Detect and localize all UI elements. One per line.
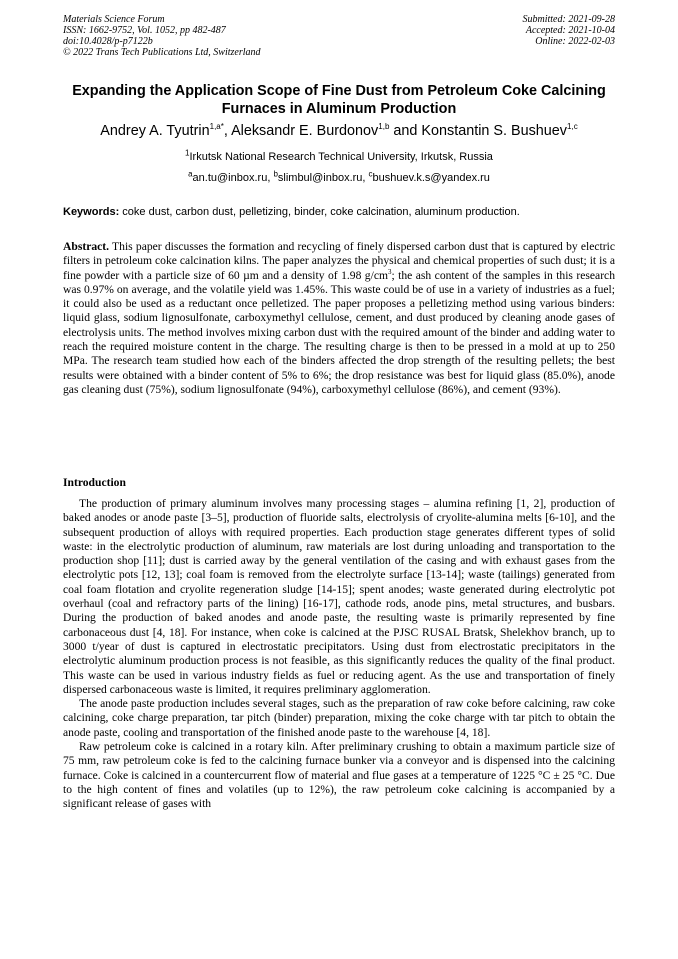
author-name: Andrey A. Tyutrin <box>100 123 210 139</box>
keywords-label: Keywords: <box>63 206 120 218</box>
author-separator: , <box>223 123 232 139</box>
email-mark: a <box>188 169 193 179</box>
submitted-date: Submitted: 2021-09-28 <box>522 14 615 25</box>
journal-name: Materials Science Forum <box>63 14 165 25</box>
issn: ISSN: 1662-9752, Vol. 1052, pp 482-487 <box>63 25 226 36</box>
keywords <box>63 205 615 219</box>
email-address[interactable]: bushuev.k.s@yandex.ru <box>372 172 490 184</box>
abstract-text: This paper discusses the formation and recycling of finely dispersed carbon dust that is captured by electric filters in petroleum coke calcination kilns. The paper analyzes the physical and chemical properties of such dust; it is a fine powder with a particle size of 60 µm and a density of 1.98 g/cm <box>63 240 615 282</box>
abstract <box>63 240 615 397</box>
affiliation-text: Irkutsk National Research Technical University, Irkutsk, Russia <box>189 151 493 163</box>
online-date: Online: 2022-02-03 <box>535 36 615 47</box>
email-address[interactable]: slimbul@inbox.ru <box>277 172 363 184</box>
paragraph: The production of primary aluminum involves many processing stages – alumina refining [1, 2], production of baked anodes or anode paste [3–5], production of fluoride salts, electrolysis of cryolite-alumina melts [6-10], and the subsequent production of alloys with required properties. Each production stage generates different types of solid waste: in the electrolytic production of aluminum, raw materials are lost during unloading and transportation to the production shop [11]; dust is carried away by the general ventilation of the casing and with exhaust gases from the electrolytic pots [12, 13]; coal foam is removed from the electrolyte surface [13-14]; waste (tailings) generated from coal foam flotation and cryolite regeneration sludge [14-15]; spent anodes; waste generated during electrolytic pot overhaul (coal and refractory parts of the lining) [16-17], cathode rods, anode pins, metal structures, and busbars. During the production of baked anodes and anode paste, the resulting waste is primarily represented by fine carbonaceous dust [4, 18]. For instance, when coke is calcined at the PJSC RUSAL Bratsk, Shelekhov branch, up to 3000 t/year of dust is captured in electrostatic precipitators. Using dust from electrostatic precipitators in the electrolytic aluminum production process is not feasible, as this significantly reduces the quality of the final product. This waste can be used in various industry fields as fuel or reducing agent. As the use and transportation of finely dispersed carbonaceous waste is limited, it requires preliminary agglomeration. <box>63 497 615 696</box>
author-affiliation-mark: 1,b <box>378 122 390 132</box>
keywords-text: coke dust, carbon dust, pelletizing, binder, coke calcination, aluminum production. <box>119 206 520 218</box>
author-name: Aleksandr E. Burdonov <box>231 123 379 139</box>
affiliation <box>63 150 615 164</box>
dates-info <box>523 14 616 47</box>
email-mark: b <box>273 169 278 179</box>
introduction-body <box>63 497 615 812</box>
email-separator: , <box>267 172 274 184</box>
publication-info <box>63 14 261 58</box>
abstract-text: ; the ash content of the samples in this research was 0.97% on average, and the volatile yield was 1.45%. This waste could be of use in a variety of industries as a fuel; it could also be used as a reductant once pelletized. The paper proposes a pelletizing method using various binders: liquid glass, sodium lignosulfonate, carboxymethyl cellulose, cement, and dust produced by cleaning anode gases of electrolysis units. The method involves mixing carbon dust with the required amount of the binder and adding water to reach the required moisture content in the charge. The resulting charge is then to be pressed in a mold at up to 250 MPa. The research team studied how each of the binders affected the drop strength of the resulting pellets; the best results were obtained with a binder content of 5% to 6%; the drop resistance was best for liquid glass (85.0%), anode gas cleaning dust (75%), sodium lignosulfonate (94%), carboxymethyl cellulose (86%), and cement (93%). <box>63 268 616 396</box>
email-address[interactable]: an.tu@inbox.ru <box>192 172 268 184</box>
paragraph: Raw petroleum coke is calcined in a rotary kiln. After preliminary crushing to obtain a maximum particle size of 75 mm, raw petroleum coke is fed to the calcining furnace bunker via a conveyor and is dispensed into the calcining furnace. Coke is calcined in a countercurrent flow of material and flue gases at a temperature of 1225 °C ± 25 °C. Due to the high content of fines and volatiles (up to 12%), the raw petroleum coke calcining is accompanied by a significant release of gases with <box>63 740 615 811</box>
abstract-label: Abstract. <box>63 240 110 253</box>
email-separator: , <box>362 172 369 184</box>
abstract-superscript: 3 <box>388 267 392 276</box>
author-affiliation-mark: 1,a* <box>209 122 224 132</box>
author-separator: and <box>389 123 422 139</box>
author-list <box>40 122 638 140</box>
accepted-date: Accepted: 2021-10-04 <box>525 25 615 36</box>
paper-title: Expanding the Application Scope of Fine Dust from Petroleum Coke Calcining Furnaces in Aluminum Production <box>72 83 606 117</box>
copyright: © 2022 Trans Tech Publications Ltd, Switzerland <box>63 47 261 58</box>
doi: doi:10.4028/p-p7122b <box>63 36 153 47</box>
section-heading-introduction: Introduction <box>63 476 126 489</box>
author-affiliation-mark: 1,c <box>567 122 578 132</box>
affiliation-mark: 1 <box>185 148 190 158</box>
author-name: Konstantin S. Bushuev <box>421 123 568 139</box>
email-mark: c <box>368 169 373 179</box>
paragraph: The anode paste production includes several stages, such as the preparation of raw coke before calcining, raw coke calcining, coke charge preparation, tar pitch (binder) preparation, mixing the coke charge with tar pitch to obtain the anode paste, cooling and transportation of the finished anode paste to the warehouse [4, 18]. <box>63 697 615 739</box>
email-list <box>63 171 615 185</box>
